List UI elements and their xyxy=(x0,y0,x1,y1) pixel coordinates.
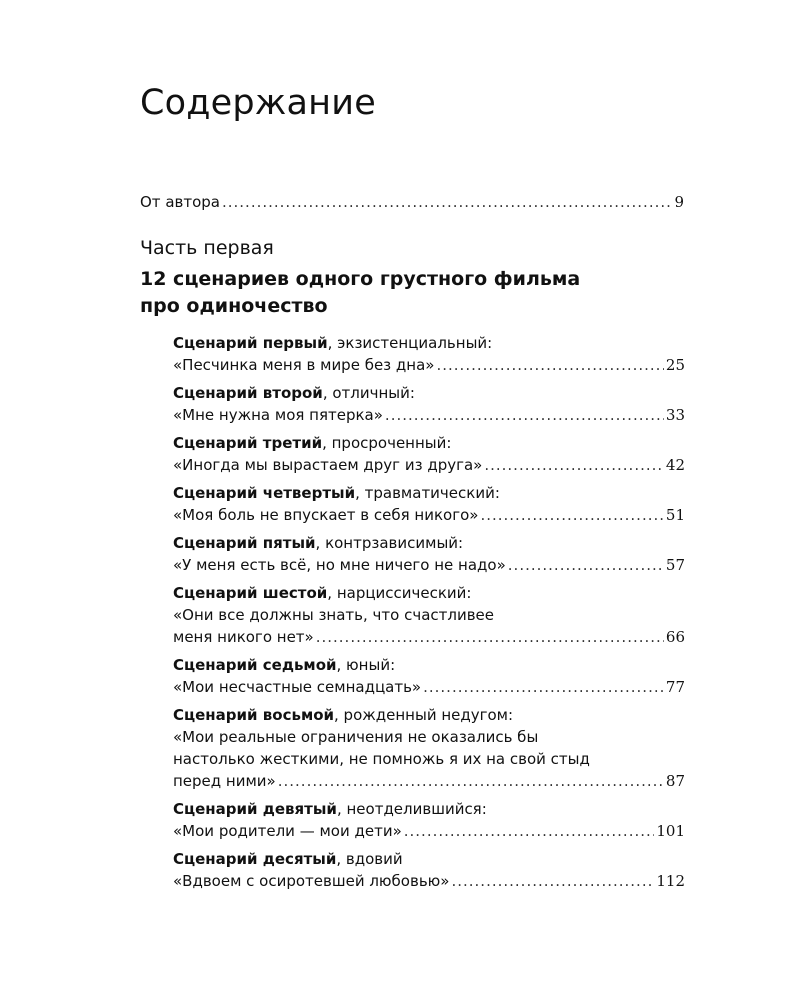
scenario-quote-last-line xyxy=(173,354,685,376)
scenario-quote-last-line xyxy=(173,870,685,892)
scenario-quote-text: «Вдвоем с осиротевшей любовью» xyxy=(173,872,450,890)
toc-page-number: 33 xyxy=(665,406,685,424)
scenario-name: Сценарий третий xyxy=(173,434,323,452)
scenario-description: , неотделившийся: xyxy=(336,800,487,818)
scenario-heading xyxy=(173,654,685,676)
scenario-quote-last-line xyxy=(173,454,685,476)
scenario-quote-line: настолько жесткими, не помножь я их на свой стыд xyxy=(173,750,590,768)
scenario-heading xyxy=(173,332,685,354)
scenario-quote-line: «Мои реальные ограничения не оказались бы xyxy=(173,728,539,746)
toc-entry-scenario[interactable] xyxy=(173,432,685,476)
dot-leader xyxy=(480,504,663,526)
dot-leader xyxy=(404,820,655,842)
scenario-description: , нарциссический: xyxy=(327,584,472,602)
scenario-quote-text: «Иногда мы вырастаем друг из друга» xyxy=(173,456,483,474)
toc-entry-scenario[interactable] xyxy=(173,382,685,426)
toc-page-number: 87 xyxy=(665,772,685,790)
toc-page-number: 66 xyxy=(665,628,685,646)
scenario-heading xyxy=(173,532,685,554)
part-title-line: про одиночество xyxy=(140,295,328,317)
scenario-list xyxy=(173,332,685,898)
scenario-quote-text: «У меня есть всё, но мне ничего не надо» xyxy=(173,556,506,574)
scenario-quote-last-line xyxy=(173,554,685,576)
toc-page-number: 51 xyxy=(665,506,685,524)
scenario-quote-last-line xyxy=(173,676,685,698)
scenario-quote-last-line xyxy=(173,504,685,526)
scenario-heading xyxy=(173,798,685,820)
toc-page-number: 25 xyxy=(665,356,685,374)
scenario-name: Сценарий седьмой xyxy=(173,656,337,674)
toc-entry-scenario[interactable] xyxy=(173,848,685,892)
scenario-quote-text: меня никого нет» xyxy=(173,628,314,646)
toc-entry-scenario[interactable] xyxy=(173,798,685,842)
scenario-name: Сценарий пятый xyxy=(173,534,316,552)
scenario-heading xyxy=(173,482,685,504)
dot-leader xyxy=(316,626,664,648)
scenario-quote-last-line xyxy=(173,820,685,842)
part-title xyxy=(140,266,660,320)
toc-entry-scenario[interactable] xyxy=(173,704,685,792)
scenario-quote-text: «Моя боль не впускает в себя никого» xyxy=(173,506,479,524)
scenario-quote-last-line xyxy=(173,770,685,792)
dot-leader xyxy=(385,404,664,426)
toc-entry-scenario[interactable] xyxy=(173,582,685,648)
toc-entry-scenario[interactable] xyxy=(173,532,685,576)
scenario-description: , рожденный недугом: xyxy=(334,706,514,724)
toc-page-number: 9 xyxy=(674,193,684,211)
toc-page-number: 42 xyxy=(665,456,685,474)
scenario-quote-text: «Мои родители — мои дети» xyxy=(173,822,402,840)
scenario-description: , вдовий xyxy=(336,850,403,868)
dot-leader xyxy=(451,870,654,892)
toc-entry-author[interactable] xyxy=(140,192,684,212)
scenario-heading xyxy=(173,848,685,870)
scenario-description: , экзистенциальный: xyxy=(327,334,493,352)
scenario-name: Сценарий первый xyxy=(173,334,328,352)
dot-leader xyxy=(484,454,664,476)
scenario-name: Сценарий четвертый xyxy=(173,484,356,502)
toc-page-number: 101 xyxy=(656,822,685,840)
scenario-heading xyxy=(173,432,685,454)
scenario-description: , контрзависимый: xyxy=(315,534,464,552)
dot-leader xyxy=(222,192,672,212)
dot-leader xyxy=(423,676,664,698)
scenario-quote-text: «Мне нужна моя пятерка» xyxy=(173,406,383,424)
toc-entry-scenario[interactable] xyxy=(173,654,685,698)
scenario-name: Сценарий шестой xyxy=(173,584,328,602)
scenario-quote-text: «Песчинка меня в мире без дна» xyxy=(173,356,435,374)
dot-leader xyxy=(508,554,664,576)
scenario-quote-text: «Мои несчастные семнадцать» xyxy=(173,678,422,696)
scenario-heading xyxy=(173,382,685,404)
part-title-line: 12 сценариев одного грустного фильма xyxy=(140,268,581,290)
toc-entry-scenario[interactable] xyxy=(173,332,685,376)
toc-page-number: 57 xyxy=(665,556,685,574)
scenario-description: , травматический: xyxy=(355,484,500,502)
scenario-quote-line: «Они все должны знать, что счастливее xyxy=(173,606,495,624)
scenario-quote-last-line xyxy=(173,404,685,426)
dot-leader xyxy=(278,770,664,792)
scenario-quote-text: перед ними» xyxy=(173,772,276,790)
scenario-name: Сценарий девятый xyxy=(173,800,337,818)
dot-leader xyxy=(436,354,663,376)
scenario-description: , юный: xyxy=(336,656,396,674)
scenario-name: Сценарий десятый xyxy=(173,850,337,868)
scenario-heading xyxy=(173,704,685,726)
scenario-quote-last-line xyxy=(173,626,685,648)
page-title: Содержание xyxy=(140,83,376,123)
scenario-heading xyxy=(173,582,685,604)
toc-entry-label: От автора xyxy=(140,193,220,211)
part-label: Часть первая xyxy=(140,237,274,259)
scenario-description: , отличный: xyxy=(322,384,415,402)
toc-page-number: 77 xyxy=(665,678,685,696)
toc-entry-scenario[interactable] xyxy=(173,482,685,526)
scenario-name: Сценарий второй xyxy=(173,384,323,402)
scenario-description: , просроченный: xyxy=(322,434,452,452)
toc-page-number: 112 xyxy=(656,872,685,890)
scenario-name: Сценарий восьмой xyxy=(173,706,335,724)
